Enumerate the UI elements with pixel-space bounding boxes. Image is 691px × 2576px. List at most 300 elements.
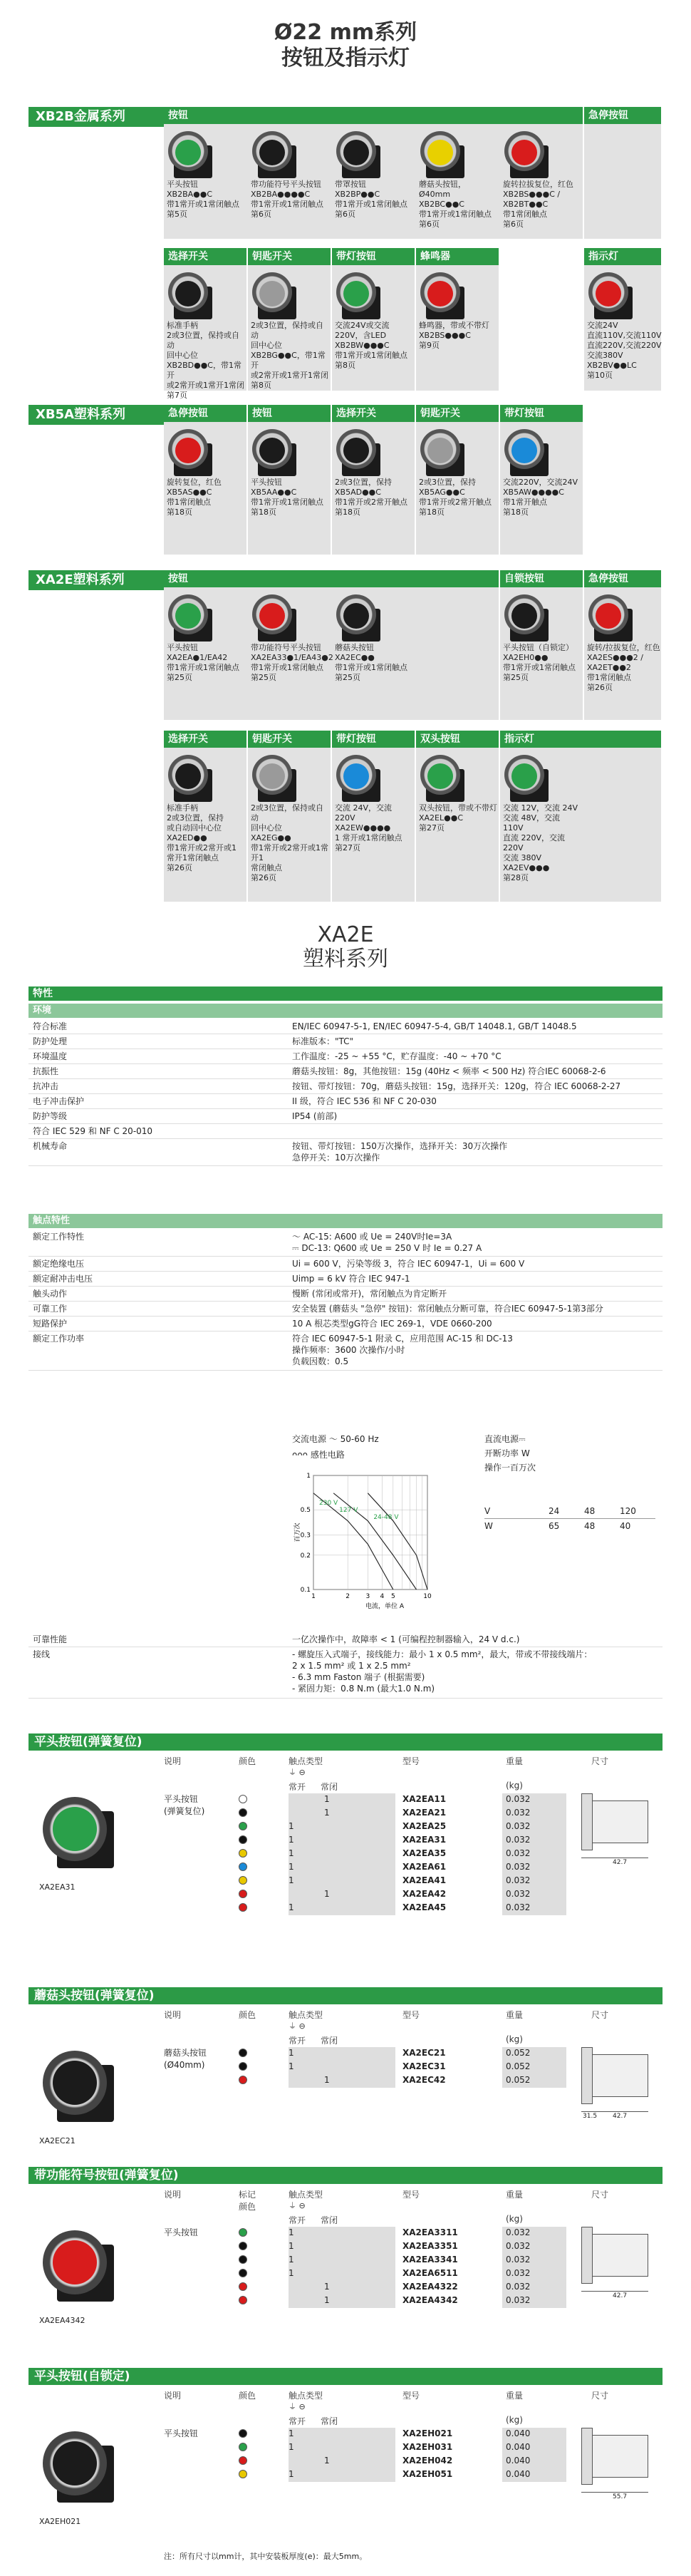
color-swatch xyxy=(239,1822,247,1830)
contact-nc: 1 xyxy=(324,2075,330,2085)
contact-nc: 1 xyxy=(324,2295,330,2305)
switch-bezel xyxy=(43,2230,107,2294)
product-card xyxy=(164,267,248,400)
part-number: XA2EC21 xyxy=(402,2048,446,2058)
spec-value: II 级，符合 IEC 536 和 NF C 20-030 xyxy=(292,1096,437,1106)
product-desc: 平头按钮（自锁定） XA2EH0●● 带1常开或1常闭触点 第25页 xyxy=(503,643,576,682)
table-col-header: 说明 xyxy=(164,1756,182,1766)
product-image xyxy=(588,271,645,321)
product-desc: 标准手柄 2或3位置，保持 或自动回中心位 XA2ED●● 带1常开或2常开或1 常开1常闭触点 第26页 xyxy=(167,803,237,872)
switch-bezel xyxy=(336,131,376,171)
spec-value: 安全装置 (蘑菇头 "急停" 按钮)：常闭触点分断可靠，符合IEC 60947-5-1第3部分 xyxy=(292,1304,603,1314)
product-image xyxy=(168,593,225,643)
color-swatch xyxy=(239,2049,247,2057)
product-image xyxy=(504,428,561,478)
part-number: XA2EC42 xyxy=(402,2075,446,2085)
color-swatch xyxy=(239,1795,247,1803)
product-desc: 平头按钮 XA2EA●1/EA42 带1常开或1常闭触点 第25页 xyxy=(167,643,239,682)
weight: 0.032 xyxy=(506,2268,531,2278)
switch-cap xyxy=(175,603,201,629)
switch-cap xyxy=(427,281,453,306)
product-card xyxy=(332,267,416,391)
contact-no: 1 xyxy=(289,2241,294,2251)
contact-no: 1 xyxy=(289,1848,294,1858)
weight: 0.032 xyxy=(506,1902,531,1912)
spec-key: 短路保护 xyxy=(33,1319,68,1329)
table-col-header: 尺寸 xyxy=(591,2391,609,2401)
dim-bezel xyxy=(581,2047,593,2104)
weight: 0.052 xyxy=(506,2075,531,2085)
spec-key: 触头动作 xyxy=(33,1289,68,1299)
table-col-header: 触点类型 xyxy=(289,2190,323,2200)
dc-row-w xyxy=(484,1519,655,1533)
spec-value: 蘑菇头按钮：8g，其他按钮：15g (40Hz < 频率 < 500 Hz) 符合IEC 60068-2-6 xyxy=(292,1066,606,1076)
product-card xyxy=(500,423,584,555)
table-image-label: XA2EH021 xyxy=(39,2517,81,2526)
group-heading: 按钮 xyxy=(164,107,584,124)
spec-value: 慢断 (常闭或常开)，常闭触点为肯定断开 xyxy=(292,1289,447,1299)
spec-row xyxy=(28,1302,663,1317)
group-heading: 蜂鸣器 xyxy=(416,248,500,265)
switch-cap xyxy=(343,438,369,463)
table-row xyxy=(239,1820,566,1833)
table-row xyxy=(239,2227,566,2239)
table-col-header: 型号 xyxy=(402,2391,420,2401)
contact-nc: 1 xyxy=(324,1808,330,1818)
switch-bezel xyxy=(252,429,292,469)
table-sub-nc: 常闭 xyxy=(321,1782,338,1792)
table-col-header: 重量 xyxy=(506,2190,524,2200)
group-heading: 按钮 xyxy=(248,405,332,422)
table-product-image xyxy=(43,2227,121,2305)
switch-cap xyxy=(175,140,201,165)
switch-bezel xyxy=(168,429,208,469)
spec-value: 符合 IEC 60947-5-1 附录 C，应用范围 AC-15 和 DC-13 操作频率：3600 次操作/小时 负载因数：0.5 xyxy=(292,1334,513,1366)
contact-no: 1 xyxy=(289,2442,294,2452)
dc-sub2: 操作一百万次 xyxy=(484,1463,536,1473)
table-row xyxy=(239,1875,566,1887)
switch-cap xyxy=(343,281,369,306)
spec-row xyxy=(28,1034,663,1049)
contact-no: 1 xyxy=(289,1835,294,1845)
chart-y-tick: 0.2 xyxy=(300,1552,311,1560)
product-card xyxy=(164,423,248,555)
dim-line xyxy=(581,2492,648,2493)
color-swatch xyxy=(239,1890,247,1898)
dim-body xyxy=(591,2054,648,2097)
color-swatch xyxy=(239,2255,247,2264)
weight: 0.052 xyxy=(506,2048,531,2058)
weight: 0.032 xyxy=(506,2295,531,2305)
product-image xyxy=(420,130,477,180)
switch-bezel xyxy=(420,131,460,171)
dimension-drawing xyxy=(577,2047,655,2126)
product-card xyxy=(416,423,500,555)
weight: 0.032 xyxy=(506,1794,531,1804)
part-number: XA2EA45 xyxy=(402,1902,447,1912)
part-number: XA2EA3341 xyxy=(402,2255,458,2265)
weight: 0.032 xyxy=(506,1875,531,1885)
table-col-header: 说明 xyxy=(164,2391,182,2401)
product-image xyxy=(336,271,393,321)
color-swatch xyxy=(239,2282,247,2291)
table-row xyxy=(239,2254,566,2266)
switch-cap xyxy=(259,140,285,165)
product-image xyxy=(420,753,477,803)
group-heading: 带灯按钮 xyxy=(500,405,584,422)
spec-key: 抗振性 xyxy=(33,1066,59,1076)
product-image xyxy=(168,130,225,180)
contact-no: 1 xyxy=(289,2428,294,2438)
switch-bezel xyxy=(168,131,208,171)
table-col-header: 颜色 xyxy=(239,1756,256,1766)
part-number: XA2EA35 xyxy=(402,1848,447,1858)
spec-env-heading: 环境 xyxy=(28,1004,663,1018)
dim-body xyxy=(591,1800,648,1843)
spec-contact-heading: 触点特性 xyxy=(28,1214,663,1228)
table-col-header: 重量 xyxy=(506,2010,524,2020)
switch-cap xyxy=(596,281,621,306)
group-heading: 选择开关 xyxy=(164,248,248,265)
part-number: XA2EA4322 xyxy=(402,2282,458,2292)
contact-no: 1 xyxy=(289,1902,294,1912)
title-line-1: Ø22 mm系列 xyxy=(274,20,417,45)
part-number: XA2EA4342 xyxy=(402,2295,458,2305)
spec-key: 电子冲击保护 xyxy=(33,1096,85,1106)
spec-row xyxy=(28,1109,663,1124)
product-image xyxy=(336,753,393,803)
table-row xyxy=(239,2061,566,2073)
spec-key: 额定工作功率 xyxy=(33,1334,85,1344)
product-desc: 2或3位置，保持或自动 回中心位 XB2BG●●C，带1常开 或2常开或1常开1常闭 第8页 xyxy=(251,321,328,390)
table-desc: 平头按钮 xyxy=(164,2428,199,2438)
spec-key: 机械寿命 xyxy=(33,1141,68,1151)
spec-key: 防护处理 xyxy=(33,1036,68,1046)
chart-frame xyxy=(313,1475,427,1590)
product-image xyxy=(252,753,309,803)
part-number: XA2EA61 xyxy=(402,1862,447,1872)
group-heading: 急停按钮 xyxy=(164,405,248,422)
product-desc: 交流24V 直流110V,交流110V 直流220V,交流220V 交流380V XB2BV●●LC 第10页 xyxy=(587,321,662,380)
part-number: XA2EH042 xyxy=(402,2456,453,2466)
table-sub-kg: (kg) xyxy=(506,2415,523,2425)
contact-no: 1 xyxy=(289,2227,294,2237)
group-heading: 选择开关 xyxy=(332,405,416,422)
table-row xyxy=(239,1793,566,1805)
group-heading: 双头按钮 xyxy=(416,731,500,748)
product-desc: 蘑菇头按钮，Ø40mm XB2BC●●C 带1常开或1常闭触点 第6页 xyxy=(419,180,492,229)
table-row xyxy=(239,2074,566,2086)
chart-x-tick: 5 xyxy=(390,1593,395,1600)
group-body xyxy=(584,124,663,239)
weight: 0.040 xyxy=(506,2469,531,2479)
product-desc: 交流24V或交流 220V，含LED XB2BW●●●C 带1常开或1常闭触点 第8页 xyxy=(335,321,407,370)
product-desc: 带功能符号平头按钮 XB2BA●●●●C 带1常开或1常闭触点 第6页 xyxy=(251,180,323,219)
contact-symbol-icon: ⏚ ⊖ xyxy=(289,2021,306,2031)
weight: 0.032 xyxy=(506,2255,531,2265)
part-number: XA2EA25 xyxy=(402,1821,447,1831)
dc-label: 直流电源⎓ xyxy=(484,1434,526,1444)
switch-bezel xyxy=(588,272,628,312)
switch-cap xyxy=(596,603,621,629)
switch-cap xyxy=(259,603,285,629)
table-sub-nc: 常闭 xyxy=(321,2416,338,2426)
spec-value: 10 A 根芯类型gG符合 IEC 269-1，VDE 0660-200 xyxy=(292,1319,492,1329)
weight: 0.040 xyxy=(506,2456,531,2466)
table-desc: 平头按钮 xyxy=(164,2227,199,2237)
dc-cell: 24 xyxy=(549,1506,560,1516)
chart-x-tick: 3 xyxy=(365,1593,370,1600)
spec-value: EN/IEC 60947-5-1, EN/IEC 60947-5-4, GB/T 14048.1, GB/T 14048.5 xyxy=(292,1021,577,1031)
weight: 0.032 xyxy=(506,2227,531,2237)
part-number: XA2EC31 xyxy=(402,2061,446,2071)
dim-value: 55.7 xyxy=(613,2493,628,2500)
spec-row xyxy=(28,1647,663,1699)
table-row xyxy=(239,1861,566,1873)
section-xa2e: XA2E塑料系列 xyxy=(28,570,171,590)
footnote: 注：所有尺寸以mm计，其中安装板厚度(e)：最大5mm。 xyxy=(164,2552,368,2561)
switch-bezel xyxy=(336,594,376,634)
product-desc: 双头按钮，带或不带灯 XA2EL●●C 第27页 xyxy=(419,803,497,833)
table-row xyxy=(239,2294,566,2307)
table-col-header: 尺寸 xyxy=(591,2190,609,2200)
product-image xyxy=(252,428,309,478)
xa2e-title-line2: 塑料系列 xyxy=(303,947,388,972)
product-image xyxy=(588,593,645,643)
contact-nc: 1 xyxy=(324,2456,330,2466)
product-card xyxy=(500,589,584,720)
spec-key: 符合 IEC 529 和 NF C 20-010 xyxy=(33,1126,153,1136)
table-row xyxy=(239,1848,566,1860)
table-sub-no: 常开 xyxy=(289,2215,306,2225)
group-heading: 带灯按钮 xyxy=(332,731,416,748)
group-heading: 指示灯 xyxy=(584,248,663,265)
product-desc: 旋转/拉拔复位，红色 XA2ES●●●2 / XA2ET●●2 带1常闭触点 第26页 xyxy=(587,643,660,692)
chart-y-tick: 0.3 xyxy=(300,1532,311,1540)
table-col-header: 重量 xyxy=(506,2391,524,2401)
weight: 0.032 xyxy=(506,1821,531,1831)
switch-bezel xyxy=(252,272,292,312)
switch-cap xyxy=(259,438,285,463)
contact-symbol-icon: ⏚ ⊖ xyxy=(289,2201,306,2210)
spec-row xyxy=(28,1049,663,1064)
table-col-header: 说明 xyxy=(164,2010,182,2020)
table-row xyxy=(239,2281,566,2293)
table-sub-no: 常开 xyxy=(289,2416,306,2426)
table-image-label: XA2EA4342 xyxy=(39,2316,85,2325)
xa2e-title xyxy=(0,923,691,972)
product-card xyxy=(500,749,584,902)
product-desc: 标准手柄 2或3位置，保持或自动 回中心位 XB2BD●●C，带1常开 或2常开或1常开1常闭 第7页 xyxy=(167,321,244,400)
contact-no: 1 xyxy=(289,1862,294,1872)
dim-value: 42.7 xyxy=(613,2292,628,2299)
switch-cap xyxy=(259,763,285,789)
table-col-header: 触点类型 xyxy=(289,2391,323,2401)
contact-no: 1 xyxy=(289,2255,294,2265)
dim-bezel xyxy=(581,2428,593,2485)
weight: 0.032 xyxy=(506,2282,531,2292)
weight: 0.032 xyxy=(506,1889,531,1899)
chart-x-tick: 4 xyxy=(380,1593,385,1600)
product-card xyxy=(500,125,584,239)
color-swatch xyxy=(239,2470,247,2478)
contact-nc: 1 xyxy=(324,2282,330,2292)
dim-line xyxy=(581,2291,648,2292)
switch-bezel xyxy=(168,594,208,634)
color-swatch xyxy=(239,1849,247,1858)
table-sub-nc: 常闭 xyxy=(321,2036,338,2046)
chart-x-tick: 2 xyxy=(346,1593,350,1600)
product-card xyxy=(248,749,332,902)
spec-row xyxy=(28,1257,663,1272)
part-number: XA2EA6511 xyxy=(402,2268,458,2278)
product-card xyxy=(584,589,668,720)
part-number: XA2EA31 xyxy=(402,1835,447,1845)
color-swatch xyxy=(239,2076,247,2084)
dc-cell: W xyxy=(484,1521,493,1531)
table-col-header: 颜色 xyxy=(239,2010,256,2020)
dc-table xyxy=(484,1504,655,1533)
color-swatch xyxy=(239,2062,247,2071)
product-desc: 2或3位置，保持 XB5AG●●C 带1常开或2常开触点 第18页 xyxy=(419,478,492,517)
product-desc: 交流 12V，交流 24V 交流 48V，交流 110V 直流 220V，交流 220V 交流 380V XA2EV●●● 第28页 xyxy=(503,803,578,882)
dc-sub1: 开断功率 W xyxy=(484,1448,530,1458)
table-col-header: 触点类型 xyxy=(289,2010,323,2020)
spec-value: - 螺旋压入式端子，接线能力：最小 1 x 0.5 mm²，最大，带或不带接线端片： 2 x 1.5 mm² 或 1 x 2.5 mm² - 6.3 mm Faston 端子 (根据需要) - 紧固力矩：0.8 N.m (最大1.0 N.m) xyxy=(292,1649,593,1694)
part-number: XA2EA21 xyxy=(402,1808,447,1818)
product-desc: 带功能符号平头按钮 XA2EA33●1/EA43●2 带1常开或1常闭触点 第25页 xyxy=(251,643,333,682)
part-number: XA2EA42 xyxy=(402,1889,447,1899)
part-number: XA2EA41 xyxy=(402,1875,447,1885)
ac-load-label xyxy=(292,1448,345,1460)
table-image-label: XA2EC21 xyxy=(39,2136,76,2145)
spec-row xyxy=(28,1331,663,1371)
product-card xyxy=(248,125,332,239)
contact-no: 1 xyxy=(289,1875,294,1885)
weight: 0.040 xyxy=(506,2442,531,2452)
product-card xyxy=(164,589,248,720)
table-col-header: 标记 颜色 xyxy=(239,2190,256,2212)
contact-symbol-icon: ⏚ ⊖ xyxy=(289,2402,306,2411)
table-sub-kg: (kg) xyxy=(506,2214,523,2224)
spec-value: 工作温度：-25 ~ +55 °C，贮存温度：-40 ~ +70 °C xyxy=(292,1051,502,1061)
chart-series-label: 24-48 V xyxy=(373,1513,399,1521)
switch-bezel xyxy=(252,755,292,795)
switch-cap xyxy=(427,763,453,789)
product-card xyxy=(416,125,500,239)
part-number: XA2EA11 xyxy=(402,1794,447,1804)
product-desc: 交流220V，交流24V XB5AW●●●●C 带1常开触点 第18页 xyxy=(503,478,578,517)
dim-body xyxy=(591,2435,648,2478)
contact-symbol-icon: ⏚ ⊖ xyxy=(289,1768,306,1777)
product-image xyxy=(336,428,393,478)
group-heading: 钥匙开关 xyxy=(248,731,332,748)
switch-cap xyxy=(343,603,369,629)
product-card xyxy=(248,589,332,720)
table-sub-kg: (kg) xyxy=(506,1781,523,1791)
switch-cap xyxy=(511,603,537,629)
product-image xyxy=(504,753,561,803)
contact-nc: 1 xyxy=(324,1889,330,1899)
table-desc: 蘑菇头按钮 (Ø40mm) xyxy=(164,2048,207,2070)
table-sub-kg: (kg) xyxy=(506,2034,523,2044)
table-col-header: 型号 xyxy=(402,1756,420,1766)
spec-row xyxy=(28,1019,663,1034)
contact-no: 1 xyxy=(289,2048,294,2058)
spec-key: 额定工作特性 xyxy=(33,1232,85,1242)
spec-key: 符合标准 xyxy=(33,1021,68,1031)
dimension-drawing xyxy=(577,2227,655,2305)
product-image xyxy=(168,271,225,321)
spec-row xyxy=(28,1317,663,1331)
table-sub-no: 常开 xyxy=(289,1782,306,1792)
group-heading: 钥匙开关 xyxy=(248,248,332,265)
table-row xyxy=(239,2047,566,2059)
dim-line xyxy=(581,2111,648,2112)
contact-nc: 1 xyxy=(324,1794,330,1804)
product-group xyxy=(584,107,663,239)
part-number: XA2EA3311 xyxy=(402,2227,458,2237)
chart-x-tick: 10 xyxy=(423,1593,432,1600)
table-product-image xyxy=(43,2428,121,2506)
product-desc: 平头按钮 XB5AA●●C 带1常开或1常闭触点 第18页 xyxy=(251,478,323,517)
product-card xyxy=(248,267,332,391)
product-image xyxy=(252,130,309,180)
switch-bezel xyxy=(168,755,208,795)
table-row xyxy=(239,2455,566,2467)
product-image xyxy=(336,130,393,180)
spec-value: Ui = 600 V，污染等级 3，符合 IEC 60947-1，Ui = 600 V xyxy=(292,1259,525,1269)
table-col-header: 触点类型 xyxy=(289,1756,323,1766)
spec-row xyxy=(28,1124,663,1139)
product-card xyxy=(164,125,248,239)
life-chart xyxy=(292,1468,449,1618)
color-swatch xyxy=(239,1835,247,1844)
product-image xyxy=(420,428,477,478)
table-row xyxy=(239,1888,566,1900)
switch-cap xyxy=(427,438,453,463)
spec-value: 标准版本："TC" xyxy=(292,1036,354,1046)
switch-cap xyxy=(175,763,201,789)
color-swatch xyxy=(239,2228,247,2237)
spec-value: 按钮、带灯按钮：150万次操作，选择开关：30万次操作 急停开关：10万次操作 xyxy=(292,1141,508,1163)
table-product-image xyxy=(43,1793,121,1872)
switch-bezel xyxy=(504,755,544,795)
switch-bezel xyxy=(43,2431,107,2495)
product-card xyxy=(332,125,416,239)
xa2e-title-line1: XA2E xyxy=(317,922,374,947)
product-card xyxy=(332,749,416,902)
switch-cap xyxy=(511,763,537,789)
product-image xyxy=(168,753,225,803)
product-image xyxy=(252,593,309,643)
product-table-title: 蘑菇头按钮(弹簧复位) xyxy=(28,1987,663,2004)
spec-key: 可靠工作 xyxy=(33,1304,68,1314)
color-swatch xyxy=(239,2443,247,2451)
table-sub-nc: 常闭 xyxy=(321,2215,338,2225)
table-row xyxy=(239,1902,566,1914)
spec-row xyxy=(28,1272,663,1287)
color-swatch xyxy=(239,1808,247,1817)
switch-bezel xyxy=(252,594,292,634)
table-row xyxy=(239,2428,566,2440)
dc-row-v xyxy=(484,1504,655,1519)
product-card xyxy=(164,749,248,902)
switch-bezel xyxy=(168,272,208,312)
spec-key: 额定耐冲击电压 xyxy=(33,1274,93,1284)
switch-bezel xyxy=(420,755,460,795)
spec-row xyxy=(28,1230,663,1257)
